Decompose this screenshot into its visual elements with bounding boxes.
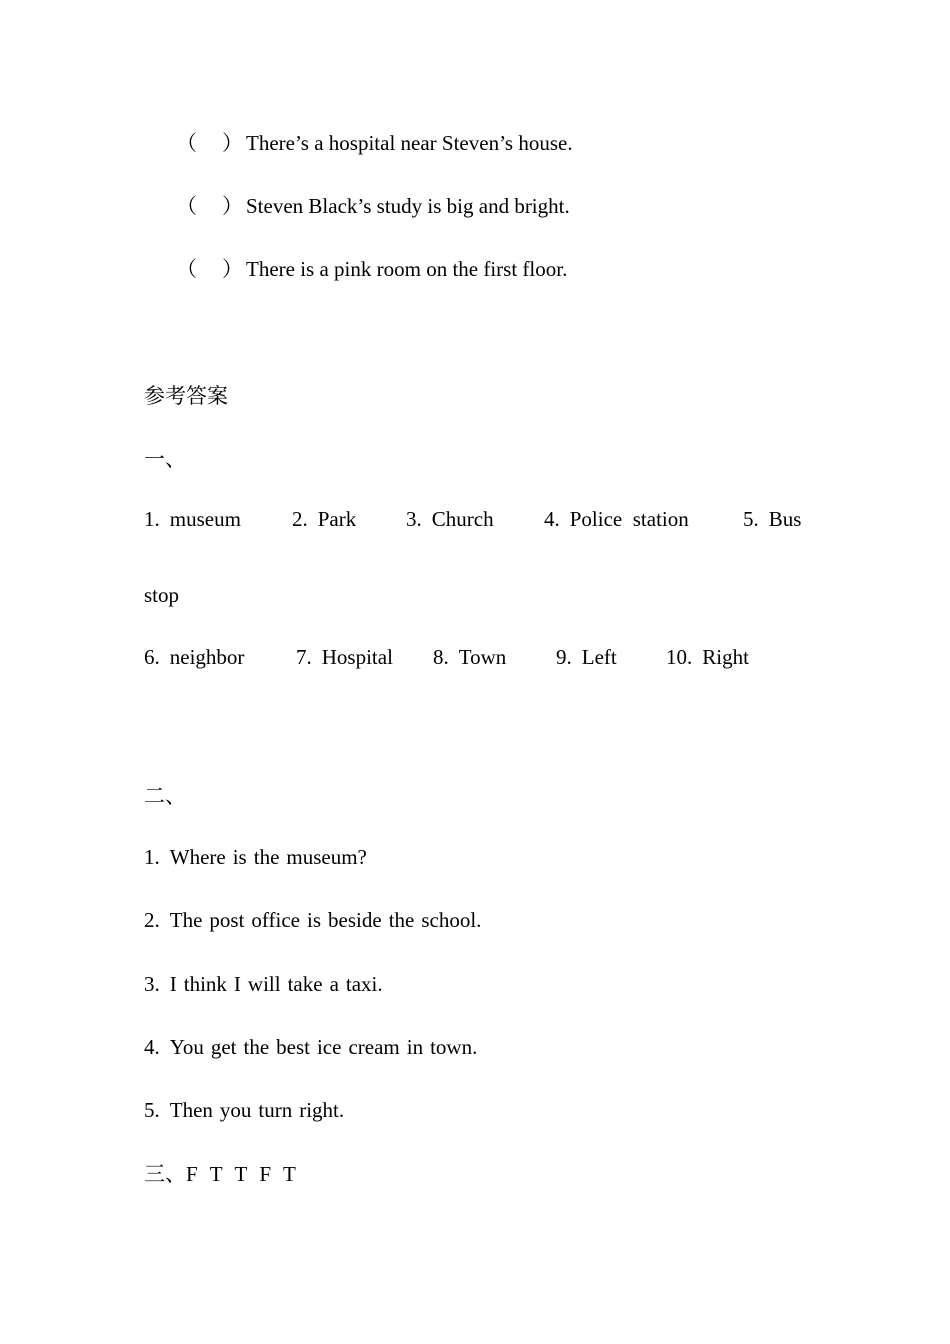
section-3-heading: 三、 bbox=[144, 1162, 186, 1186]
vocab-answer-wrap: stop bbox=[144, 583, 180, 607]
answer-blank-close: ） bbox=[222, 194, 243, 218]
answer-blank-open: （ bbox=[176, 131, 197, 155]
vocab-answer: 10. Right bbox=[666, 645, 749, 669]
tf-answer: T bbox=[283, 1162, 296, 1186]
vocab-answer-row bbox=[144, 506, 824, 532]
section-3-answers bbox=[144, 1161, 308, 1187]
vocab-answer-row bbox=[144, 644, 824, 670]
sentence-answer: 1. Where is the museum? bbox=[144, 845, 367, 869]
answer-blank-close: ） bbox=[222, 131, 243, 155]
judge-item-text: There’s a hospital near Steven’s house. bbox=[246, 131, 573, 155]
vocab-answer: 4. Police station bbox=[544, 507, 689, 531]
vocab-answer: 2. Park bbox=[292, 507, 357, 531]
judge-item bbox=[176, 256, 776, 282]
answer-blank-open: （ bbox=[176, 194, 197, 218]
tf-answer: T bbox=[234, 1162, 248, 1186]
vocab-answer: 8. Town bbox=[433, 645, 507, 669]
tf-answer: F bbox=[186, 1162, 198, 1186]
tf-answer: T bbox=[209, 1162, 223, 1186]
answer-blank-close: ） bbox=[222, 257, 243, 281]
sentence-answer: 5. Then you turn right. bbox=[144, 1098, 345, 1122]
judge-item-text: There is a pink room on the first floor. bbox=[246, 257, 568, 281]
section-1-heading: 一、 bbox=[144, 447, 186, 471]
judge-item-text: Steven Black’s study is big and bright. bbox=[246, 194, 570, 218]
section-2-heading: 二、 bbox=[144, 784, 186, 808]
judge-item bbox=[176, 130, 776, 156]
vocab-answer: 9. Left bbox=[556, 645, 617, 669]
sentence-answer: 3. I think I will take a taxi. bbox=[144, 972, 383, 996]
vocab-answer: 6. neighbor bbox=[144, 645, 245, 669]
vocab-answer: 5. Bus bbox=[743, 507, 802, 531]
vocab-answer: 7. Hospital bbox=[296, 645, 393, 669]
tf-answer: F bbox=[259, 1162, 272, 1186]
answer-key-title: 参考答案 bbox=[144, 384, 228, 408]
sentence-answer: 4. You get the best ice cream in town. bbox=[144, 1035, 478, 1059]
judge-item bbox=[176, 193, 776, 219]
answer-blank-open: （ bbox=[176, 257, 197, 281]
vocab-answer: 3. Church bbox=[406, 507, 494, 531]
vocab-answer: 1. museum bbox=[144, 507, 241, 531]
sentence-answer: 2. The post office is beside the school. bbox=[144, 908, 482, 932]
